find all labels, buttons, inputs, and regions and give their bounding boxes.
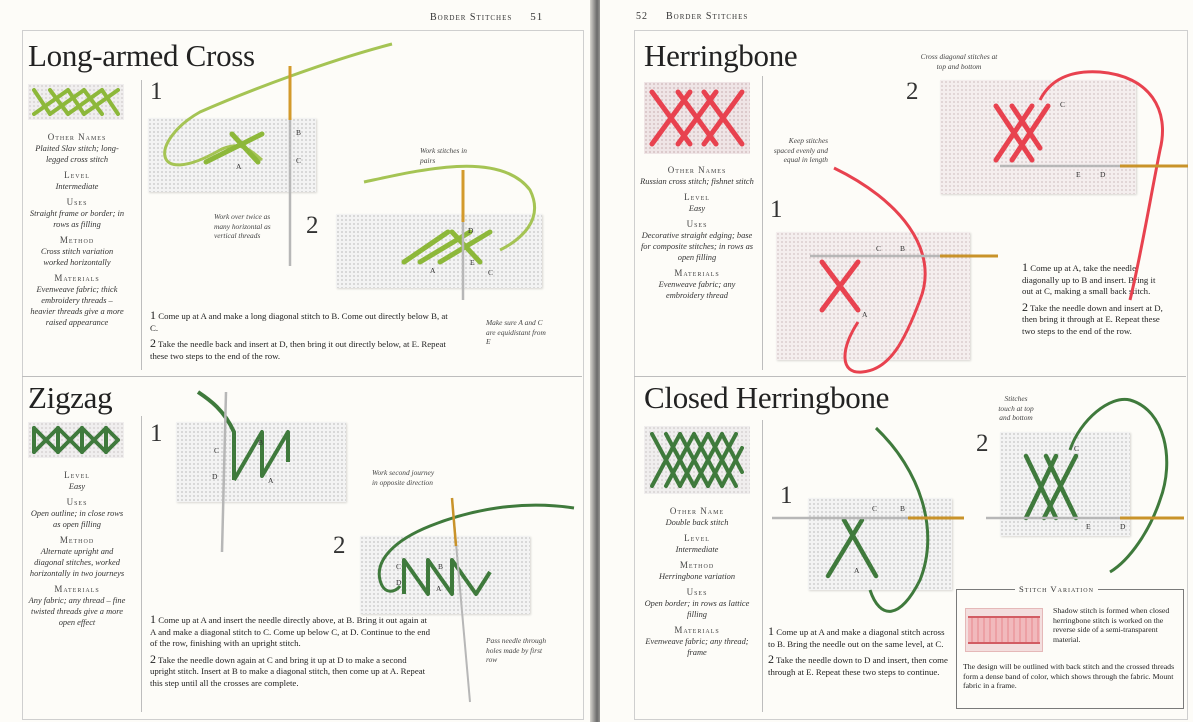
variation-text: Shadow stitch is formed when closed herringbone stitch is worked on the reverse side of a semi-transparent material. <box>1053 606 1170 644</box>
instruction-number: 2 <box>768 652 774 666</box>
sidebar-heading: Materials <box>674 625 720 635</box>
sidebar-value: Herringbone variation <box>658 572 736 581</box>
point-label: C <box>296 156 302 165</box>
point-label: E <box>1076 170 1081 179</box>
left-stitch-illustrations <box>0 0 594 722</box>
point-label: B <box>258 438 264 447</box>
sidebar-heading: Materials <box>674 268 720 278</box>
point-label: B <box>900 244 906 253</box>
annotation: Work second journey in opposite direction <box>372 468 435 487</box>
sidebar-heading: Materials <box>54 273 100 283</box>
point-label: D <box>396 578 402 587</box>
sidebar-value: Alternate upright and diagonal stitches, worked horizontally in two journeys <box>29 547 125 578</box>
point-label: B <box>296 128 302 137</box>
sidebar-heading: Uses <box>686 587 708 597</box>
sidebar-heading: Method <box>679 560 715 570</box>
sidebar-value: Open border; in rows as lattice filling <box>644 599 750 619</box>
section-title-herringbone: Herringbone <box>644 38 798 73</box>
step-number: 1 <box>150 78 163 105</box>
right-page <box>600 0 1193 722</box>
point-label: A <box>862 310 868 319</box>
point-label: C <box>396 562 402 571</box>
sidebar-value: Intermediate <box>55 182 99 191</box>
instruction-number: 1 <box>768 624 774 638</box>
sidebar-value: Evenweave fabric; any embroidery thread <box>658 280 736 300</box>
point-label: C <box>488 268 494 277</box>
instruction-text: Come up at A, take the needle diagonally up to B and insert. Bring it out at C, making a small back stitch. <box>1022 263 1156 296</box>
annotation: Keep stitches spaced evenly and equal in length <box>773 136 828 164</box>
sidebar-heading: Uses <box>686 219 708 229</box>
point-label: E <box>470 258 475 267</box>
left-page <box>0 0 594 722</box>
instruction-number: 1 <box>1022 260 1028 274</box>
sidebar-heading: Level <box>64 470 90 480</box>
sidebar-value: Easy <box>688 204 706 213</box>
point-label: C <box>876 244 882 253</box>
sidebar-value: Decorative straight edging; base for composite stitches; in rows as open filling <box>640 231 754 262</box>
step-number: 1 <box>780 482 793 509</box>
sidebar-heading: Other Name <box>669 506 725 516</box>
point-label: D <box>212 472 218 481</box>
annotation: Pass needle through holes made by first row <box>486 636 547 664</box>
instruction-number: 1 <box>150 612 156 626</box>
instruction-number: 2 <box>1022 299 1028 314</box>
sidebar-heading: Uses <box>66 197 88 207</box>
instruction-text: Come up at A and insert the needle directly above, at B. Bring it out again at A and make a diagonal stitch to C. Come up below C, at D. Continue to the end of the row, finishing with an upright stitch. <box>150 615 430 648</box>
point-label: A <box>854 566 860 575</box>
point-label: A <box>436 584 442 593</box>
annotation: Stitches touch at top and bottom <box>998 394 1034 422</box>
instruction-number: 1 <box>150 308 156 322</box>
sidebar-value: Open outline; in close rows as open filling <box>30 509 124 529</box>
annotation: Make sure A and C are equidistant from E <box>486 318 546 346</box>
annotation: Work stitches in pairs <box>420 146 467 165</box>
sidebar-heading: Method <box>59 535 95 545</box>
step-number: 2 <box>976 430 989 457</box>
point-label: D <box>1100 170 1106 179</box>
section-title-long-armed-cross: Long-armed Cross <box>28 38 255 73</box>
instruction-text: Take the needle down to D and insert, then come through at E. Repeat these two steps to continue. <box>768 655 948 677</box>
instruction-text: Take the needle down and insert at D, then bring it through at E. Repeat these two steps to the end of the row. <box>1022 302 1163 336</box>
point-label: A <box>236 162 242 171</box>
sidebar-heading: Other Names <box>47 132 107 142</box>
point-label: B <box>438 562 444 571</box>
sidebar-value: Any fabric; any thread – fine twisted threads give a more open effect <box>28 596 126 627</box>
step-number: 2 <box>906 78 919 105</box>
point-label: A <box>430 266 436 275</box>
sidebar-value: Intermediate <box>675 545 719 554</box>
instruction-text: Take the needle back and insert at D, then bring it out directly below, at E. Repeat these two steps to the end of the row. <box>150 339 446 361</box>
sidebar-heading: Uses <box>66 497 88 507</box>
running-head-text: Border Stitches <box>430 12 513 23</box>
step-number: 2 <box>333 532 346 559</box>
instruction-text: Come up at A and make a diagonal stitch across to B. Bring the needle out on the same level, at C. <box>768 627 945 649</box>
point-label: D <box>1120 522 1126 531</box>
instruction-number: 2 <box>150 651 156 666</box>
step-number: 1 <box>150 420 163 447</box>
step-number: 2 <box>306 212 319 239</box>
step-number: 1 <box>770 196 783 223</box>
point-label: C <box>214 446 220 455</box>
stitch-variation-title: Stitch Variation <box>1015 584 1098 594</box>
sidebar-value: Plaited Slav stitch; long-legged cross stitch <box>35 144 119 164</box>
point-label: E <box>1086 522 1091 531</box>
point-label: C <box>872 504 878 513</box>
section-title-closed-herringbone: Closed Herringbone <box>644 380 890 415</box>
instruction-text: Take the needle down again at C and bring it up at D to make a second upright stitch. Insert at B to make a diagonal stitch, then come up at A. Repeat this step until all the crosses are complete. <box>150 654 426 688</box>
variation-text: The design will be outlined with back stitch and the crossed threads form a dense band of color, which shows through the fabric. Mount fabric in a frame. <box>963 662 1175 691</box>
instruction-text: Come up at A and make a long diagonal stitch to B. Come out directly below B, at C. <box>150 311 448 333</box>
right-stitch-illustrations <box>600 0 1193 722</box>
point-label: A <box>268 476 274 485</box>
sidebar-value: Double back stitch <box>665 518 729 527</box>
sidebar-heading: Level <box>64 170 90 180</box>
instruction-number: 2 <box>150 336 156 350</box>
section-title-zigzag: Zigzag <box>28 380 113 415</box>
point-label: C <box>1074 444 1080 453</box>
annotation: Cross diagonal stitches at top and bottom <box>920 52 998 71</box>
sidebar-heading: Method <box>59 235 95 245</box>
sidebar-heading: Level <box>684 533 710 543</box>
page-number: 51 <box>530 11 544 23</box>
sidebar-value: Easy <box>68 482 86 491</box>
sidebar-heading: Other Names <box>667 165 727 175</box>
point-label: C <box>1060 100 1066 109</box>
sidebar-value: Russian cross stitch; fishnet stitch <box>640 177 754 186</box>
point-label: D <box>468 226 474 235</box>
annotation: Work over twice as many horizontal as vertical threads <box>214 212 271 240</box>
sidebar-heading: Materials <box>54 584 100 594</box>
sidebar-value: Cross stitch variation worked horizontally <box>40 247 114 267</box>
sidebar-value: Straight frame or border; in rows as filling <box>29 209 125 229</box>
point-label: B <box>900 504 906 513</box>
sidebar-heading: Level <box>684 192 710 202</box>
sidebar-value: Evenweave fabric; thick embroidery threads – heavier threads give a more raised appearance <box>30 285 124 327</box>
running-head-text: Border Stitches <box>666 11 749 22</box>
page-number: 52 <box>636 11 648 22</box>
sidebar-value: Evenweave fabric; any thread; frame <box>645 637 749 657</box>
